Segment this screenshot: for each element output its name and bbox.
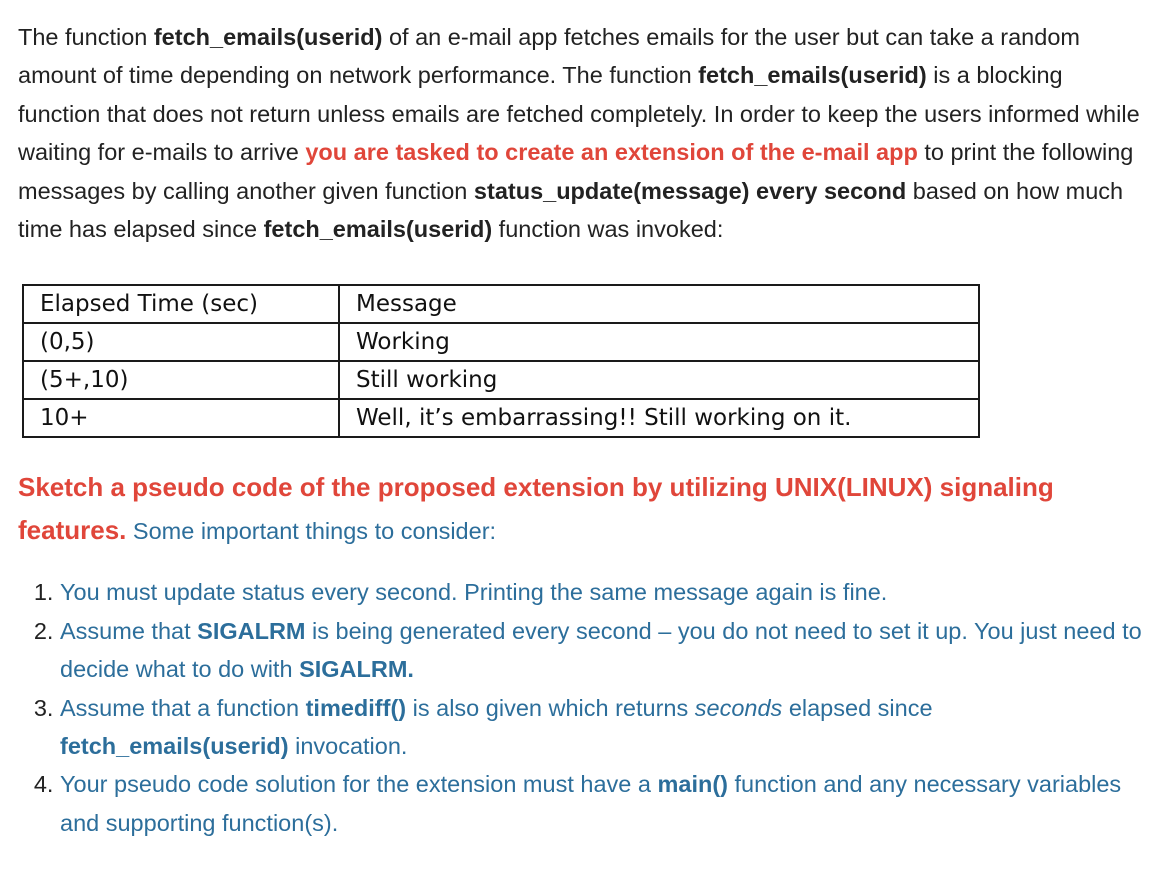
- table-row: [23, 399, 979, 437]
- list-item-text: You must update status every second. Printing the same message again is fine.: [60, 579, 888, 606]
- table-row: [23, 323, 979, 361]
- table-cell-message: Well, it’s embarrassing!! Still working on it.: [339, 399, 979, 437]
- list-item-text: invocation.: [288, 733, 408, 760]
- document: [18, 18, 1142, 842]
- intro-paragraph: [18, 18, 1142, 248]
- table-header-cell: Message: [339, 285, 979, 323]
- list-item: [60, 573, 1142, 611]
- signal-name: SIGALRM.: [299, 656, 414, 683]
- status-table: [22, 284, 980, 438]
- list-item-text: Assume that a function: [60, 694, 306, 721]
- considerations-list: [18, 573, 1142, 842]
- task-heading: Sketch a pseudo code of the proposed extension by utilizing UNIX(LINUX) signaling features.: [18, 472, 1054, 546]
- list-item: [60, 689, 1142, 766]
- intro-text: function was invoked:: [492, 216, 724, 243]
- signal-name: SIGALRM: [197, 617, 306, 644]
- intro-text: The function: [18, 24, 154, 50]
- list-item-text: is being generated every second – you do not need to set it up. You just need to decide what to do with: [60, 617, 1142, 683]
- table-header-row: [23, 285, 979, 323]
- function-name: fetch_emails(userid): [153, 24, 383, 50]
- task-paragraph: [18, 466, 1142, 553]
- list-item-text: function and any necessary variables and supporting function(s).: [60, 771, 1122, 836]
- table-cell-elapsed: (5+,10): [23, 361, 339, 399]
- intro-text: to print the following messages by calling another given function: [18, 139, 1134, 204]
- list-item-text: is also given which returns: [406, 694, 695, 721]
- list-item: [60, 765, 1142, 842]
- function-name: fetch_emails(userid): [60, 733, 289, 760]
- table-cell-message: Still working: [339, 361, 979, 399]
- task-subtext: Some important things to consider:: [126, 518, 497, 545]
- function-name: main(): [657, 771, 728, 798]
- list-item: [60, 612, 1142, 689]
- task-highlight: you are tasked to create an extension of the e-mail app: [305, 139, 918, 166]
- table-header-cell: Elapsed Time (sec): [23, 285, 339, 323]
- intro-text: is a blocking function that does not return unless emails are fetched completely. In order to keep the users informed while waiting for e-mails to arrive: [18, 62, 1140, 166]
- table-row: [23, 361, 979, 399]
- table-cell-elapsed: (0,5): [23, 323, 339, 361]
- table-cell-elapsed: 10+: [23, 399, 339, 437]
- intro-text: based on how much time has elapsed since: [18, 177, 1124, 243]
- intro-text: of an e-mail app fetches emails for the user but can take a random amount of time depending on network performance. The function: [18, 24, 1080, 89]
- function-name: timediff(): [305, 694, 407, 721]
- emphasis-text: seconds: [694, 694, 783, 721]
- function-name: status_update(message) every second: [473, 177, 907, 204]
- list-item-text: elapsed since: [782, 694, 933, 721]
- function-name: fetch_emails(userid): [698, 62, 927, 89]
- list-item-text: Your pseudo code solution for the extension must have a: [60, 771, 658, 798]
- table-cell-message: Working: [339, 323, 979, 361]
- function-name: fetch_emails(userid): [263, 216, 493, 243]
- list-item-text: Assume that: [60, 617, 198, 644]
